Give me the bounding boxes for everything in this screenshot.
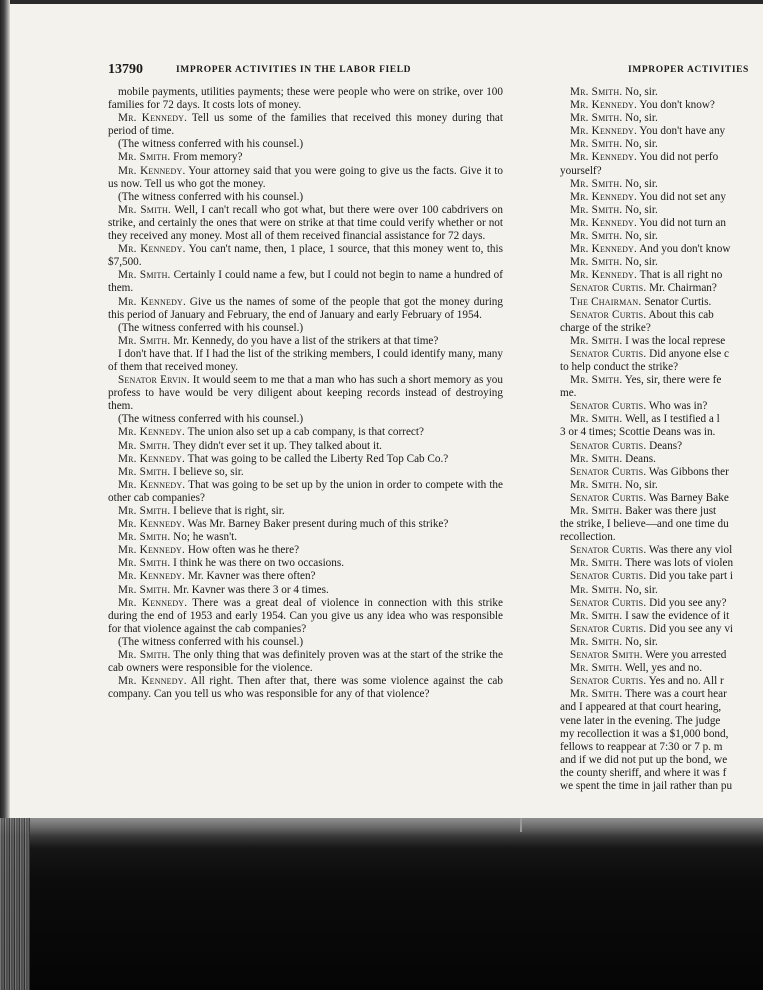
speaker-name: Senator Curtis. <box>570 282 647 295</box>
paragraph-text: me. <box>560 387 577 400</box>
paragraph-text: You don't have any <box>637 125 726 138</box>
speaker-name: Senator Curtis. <box>570 675 647 688</box>
speaker-name: Mr. Smith. <box>570 609 623 622</box>
speaker-name: Mr. Smith. <box>118 531 171 544</box>
speaker-name: The Chairman. <box>570 295 642 308</box>
speaker-name: Mr. Smith. <box>570 203 623 216</box>
paragraph-text: the county sheriff, and where it was f <box>560 766 727 779</box>
running-head-left: IMPROPER ACTIVITIES IN THE LABOR FIELD <box>176 65 412 75</box>
paragraph-text: Were you arrested <box>642 649 727 662</box>
paragraph <box>560 256 763 269</box>
paragraph-text: Well, I can't recall who got what, but there were over 100 cabdrivers on strike, and certainly the ones that were on strike at that time could verify whether or not they received any money. Most all of them received financial assistance for 72 days. <box>108 203 503 243</box>
paragraph-text: Yes and no. All r <box>646 675 724 688</box>
paragraph-text: charge of the strike? <box>560 321 651 334</box>
paragraph-text: About this cab <box>646 308 714 321</box>
paragraph <box>560 453 763 466</box>
speaker-name: Mr. Kennedy. <box>118 675 187 688</box>
paragraph-text: No, sir. <box>622 177 658 190</box>
paragraph <box>108 348 503 374</box>
paragraph-text: Who was in? <box>646 400 708 413</box>
paragraph-text: No, sir. <box>622 230 658 243</box>
paragraph-text: (The witness conferred with his counsel.) <box>118 413 304 426</box>
paragraph <box>560 440 763 453</box>
paragraph-text: It would seem to me that a man who has such a short memory as you profess to have would be very diligent about keeping records instead of destroying them. <box>108 374 503 413</box>
paragraph <box>560 112 763 125</box>
speaker-name: Mr. Smith. <box>118 203 171 216</box>
paragraph <box>560 230 763 243</box>
paragraph-text: And you don't know <box>637 243 731 256</box>
paragraph-text: No, sir. <box>622 112 658 125</box>
paragraph <box>560 426 763 439</box>
scan-shadow <box>30 818 763 848</box>
speaker-name: Mr. Smith. <box>570 230 623 243</box>
paragraph-text: No, sir. <box>622 203 658 216</box>
paragraph <box>560 191 763 204</box>
paragraph-text: and if we did not put up the bond, we <box>560 753 728 766</box>
paragraph <box>560 623 763 636</box>
paragraph <box>560 505 763 518</box>
paragraph-text: Well, yes and no. <box>622 662 703 675</box>
speaker-name: Mr. Smith. <box>118 505 171 517</box>
paragraph <box>560 217 763 230</box>
scan-mark <box>520 818 522 832</box>
paragraph-text: the strike, I believe—and one time du <box>560 518 729 531</box>
paragraph-text: No, sir. <box>622 478 658 491</box>
paragraph-text: vene later in the evening. The judge <box>560 714 721 727</box>
paragraph <box>560 151 763 164</box>
paragraph-text: Was there any viol <box>646 544 733 557</box>
paragraph <box>560 715 763 728</box>
paragraph-text: (The witness conferred with his counsel.) <box>118 138 304 151</box>
paragraph <box>560 649 763 662</box>
speaker-name: Mr. Smith. <box>118 465 171 478</box>
speaker-name: Mr. Smith. <box>570 635 623 648</box>
paragraph-text: Mr. Kavner was there 3 or 4 times. <box>170 583 329 596</box>
paragraph-text: That is all right no <box>637 269 723 282</box>
speaker-name: Mr. Smith. <box>570 413 623 426</box>
speaker-name: Mr. Kennedy. <box>118 112 188 125</box>
speaker-name: Mr. Kennedy. <box>118 596 188 609</box>
paragraph-text: Deans? <box>646 439 683 452</box>
speaker-name: Mr. Smith. <box>570 452 623 465</box>
speaker-name: Mr. Smith. <box>570 478 623 491</box>
speaker-name: Senator Smith. <box>570 649 643 662</box>
paragraph <box>560 204 763 217</box>
paragraph <box>560 282 763 295</box>
speaker-name: Mr. Kennedy. <box>570 243 638 256</box>
paragraph-text: They didn't ever set it up. They talked about it. <box>170 439 382 452</box>
paragraph <box>560 309 763 322</box>
paragraph <box>560 780 763 793</box>
paragraph <box>108 584 503 597</box>
paragraph <box>108 86 503 112</box>
paragraph-text: Did anyone else c <box>646 347 729 360</box>
paragraph-text: All right. Then after that, there was some violence against the cab company. Can you tell us who was responsible for any of that violence? <box>108 675 503 701</box>
paragraph-text: Was Mr. Barney Baker present during much of this strike? <box>185 518 449 531</box>
paragraph <box>108 204 503 243</box>
paragraph-text: You can't name, then, 1 place, 1 source, that this money went to, this $7,500. <box>108 243 503 269</box>
paragraph-text: You did not turn an <box>637 216 726 229</box>
paragraph <box>108 413 503 426</box>
paragraph-text: fellows to reappear at 7:30 or 7 p. m <box>560 740 723 753</box>
speaker-name: Mr. Smith. <box>118 269 171 282</box>
speaker-name: Mr. Kennedy. <box>118 518 186 531</box>
speaker-name: Mr. Kennedy. <box>570 99 638 112</box>
paragraph <box>560 125 763 138</box>
paragraph <box>560 86 763 99</box>
paragraph <box>560 610 763 623</box>
paragraph <box>560 243 763 256</box>
speaker-name: Senator Curtis. <box>570 465 647 478</box>
paragraph <box>108 322 503 335</box>
speaker-name: Senator Curtis. <box>570 308 647 321</box>
speaker-name: Mr. Smith. <box>118 583 171 596</box>
paragraph-text: I don't have that. If I had the list of the striking members, I could identify many, many of them that received money. <box>108 347 503 373</box>
speaker-name: Mr. Kennedy. <box>118 164 186 177</box>
page-number: 13790 <box>108 62 143 77</box>
paragraph-text: Well, as I testified a l <box>622 413 720 426</box>
paragraph <box>108 557 503 570</box>
paragraph <box>560 597 763 610</box>
paragraph <box>108 636 503 649</box>
paragraph <box>560 479 763 492</box>
speaker-name: Senator Curtis. <box>570 439 647 452</box>
paragraph-text: No, sir. <box>622 583 658 596</box>
paragraph <box>108 191 503 204</box>
paragraph-text: I was the local represe <box>622 334 726 347</box>
paragraph <box>560 767 763 780</box>
paragraph-text: my recollection it was a $1,000 bond, <box>560 727 729 740</box>
speaker-name: Mr. Smith. <box>118 557 171 570</box>
paragraph <box>108 440 503 453</box>
paragraph-text: I saw the evidence of it <box>622 609 730 622</box>
paragraph <box>108 138 503 151</box>
page-header <box>108 62 503 78</box>
paragraph-text: Your attorney said that you were going to give us the facts. Give it to us now. Tell us who got the money. <box>108 164 503 190</box>
paragraph-text: The only thing that was definitely proven was at the start of the strike the cab owners were responsible for the violence. <box>108 649 503 675</box>
paragraph <box>108 243 503 269</box>
speaker-name: Mr. Smith. <box>118 649 171 662</box>
paragraph-text: and I appeared at that court hearing, <box>560 701 722 714</box>
paragraph <box>560 570 763 583</box>
speaker-name: Mr. Smith. <box>118 151 171 164</box>
paragraph-text: You did not set any <box>637 190 726 203</box>
speaker-name: Mr. Kennedy. <box>118 295 187 308</box>
paragraph-text: Mr. Chairman? <box>646 282 717 295</box>
paragraph <box>560 688 763 701</box>
paragraph <box>560 138 763 151</box>
paragraph-text: I believe so, sir. <box>170 465 244 478</box>
paragraph <box>560 165 763 178</box>
paragraph <box>560 348 763 361</box>
speaker-name: Mr. Smith. <box>570 557 623 570</box>
paragraph-text: yourself? <box>560 164 602 177</box>
paragraph <box>560 269 763 282</box>
paragraph-text: No, sir. <box>622 86 658 98</box>
speaker-name: Mr. Kennedy. <box>570 216 638 229</box>
paragraph <box>108 269 503 295</box>
paragraph <box>560 741 763 754</box>
paragraph <box>108 531 503 544</box>
paragraph <box>560 466 763 479</box>
paragraph <box>560 361 763 374</box>
speaker-name: Senator Curtis. <box>570 596 647 609</box>
paragraph <box>108 570 503 583</box>
paragraph-text: No, sir. <box>622 635 658 648</box>
paragraph <box>560 754 763 767</box>
speaker-name: Mr. Smith. <box>570 374 623 387</box>
speaker-name: Senator Curtis. <box>570 570 647 583</box>
paragraph-text: Did you see any vi <box>646 622 734 635</box>
speaker-name: Mr. Kennedy. <box>570 151 638 164</box>
paragraph-text: 3 or 4 times; Scottie Deans was in. <box>560 426 716 439</box>
paragraph <box>108 649 503 675</box>
paragraph <box>560 492 763 505</box>
paragraph-text: There was a court hear <box>622 688 727 701</box>
paragraph <box>108 165 503 191</box>
paragraph <box>560 296 763 309</box>
paragraph-text: I believe that is right, sir. <box>170 505 285 517</box>
paragraph-text: Tell us some of the families that received this money during that period of time. <box>108 112 503 138</box>
paragraph-text: Give us the names of some of the people that got the money during this period of January and February, the end of January and early February of 1954. <box>108 295 503 321</box>
speaker-name: Mr. Smith. <box>570 112 623 125</box>
paragraph-text: we spent the time in jail rather than pu <box>560 779 733 792</box>
paragraph-text: There was a great deal of violence in connection with this strike during the end of 1953 and early 1954. Can you give us any idea who was responsible for that violence against the cab companies? <box>108 596 503 635</box>
paragraph-text: Did you see any? <box>646 596 727 609</box>
paragraph <box>108 426 503 439</box>
paragraph-text: The union also set up a cab company, is that correct? <box>185 426 424 439</box>
paragraph <box>108 453 503 466</box>
speaker-name: Mr. Kennedy. <box>118 426 186 439</box>
paragraph <box>108 518 503 531</box>
paragraph <box>560 636 763 649</box>
paragraph <box>108 151 503 164</box>
paragraph <box>108 466 503 479</box>
paragraph-text: No, sir. <box>622 138 658 151</box>
paragraph <box>108 479 503 505</box>
running-head-right: IMPROPER ACTIVITIES <box>628 65 749 75</box>
paragraph-text: That was going to be set up by the union in order to compete with the other cab companies? <box>108 478 503 504</box>
paragraph <box>108 505 503 518</box>
speaker-name: Mr. Kennedy. <box>118 478 186 491</box>
paragraph <box>108 597 503 636</box>
speaker-name: Mr. Smith. <box>570 583 623 596</box>
paragraph-text: (The witness conferred with his counsel.) <box>118 635 304 648</box>
paragraph-text: Deans. <box>622 452 656 465</box>
paragraph-text: Yes, sir, there were fe <box>622 374 722 387</box>
scan-binding-strip <box>0 818 30 990</box>
speaker-name: Mr. Smith. <box>118 334 171 347</box>
paragraph <box>560 584 763 597</box>
paragraph <box>560 335 763 348</box>
speaker-name: Mr. Smith. <box>570 256 623 269</box>
paragraph <box>560 557 763 570</box>
speaker-name: Mr. Kennedy. <box>570 269 638 282</box>
paragraph-text: I think he was there on two occasions. <box>170 557 345 570</box>
paragraph-text: Did you take part i <box>646 570 734 583</box>
paragraph <box>560 413 763 426</box>
paragraph <box>560 675 763 688</box>
paragraph-text: You don't know? <box>637 99 715 112</box>
speaker-name: Mr. Kennedy. <box>118 570 186 583</box>
paragraph <box>560 728 763 741</box>
speaker-name: Mr. Kennedy. <box>570 125 638 138</box>
paragraph-text: Senator Curtis. <box>641 295 712 308</box>
paragraph <box>108 374 503 413</box>
paragraph-text: You did not perfo <box>637 151 719 164</box>
paragraph <box>560 400 763 413</box>
paragraph-text: There was lots of violen <box>622 557 734 570</box>
speaker-name: Mr. Smith. <box>570 138 623 151</box>
paragraph <box>108 675 503 701</box>
paragraph <box>560 518 763 531</box>
paragraph-text: (The witness conferred with his counsel.) <box>118 321 304 334</box>
paragraph-text: recollection. <box>560 531 616 544</box>
speaker-name: Mr. Kennedy. <box>118 544 186 557</box>
paragraph-text: Mr. Kennedy, do you have a list of the strikers at that time? <box>170 334 439 347</box>
speaker-name: Mr. Smith. <box>570 177 623 190</box>
paragraph <box>560 374 763 387</box>
paragraph <box>560 178 763 191</box>
paragraph <box>560 322 763 335</box>
paragraph-text: Baker was there just <box>622 505 717 517</box>
speaker-name: Senator Ervin. <box>118 374 190 387</box>
paragraph-text: From memory? <box>170 151 243 164</box>
speaker-name: Senator Curtis. <box>570 347 647 360</box>
right-text-column <box>560 86 763 821</box>
paragraph-text: That was going to be called the Liberty Red Top Cab Co.? <box>185 452 449 465</box>
speaker-name: Senator Curtis. <box>570 622 647 635</box>
paragraph-text: Certainly I could name a few, but I could not begin to name a hundred of them. <box>108 269 503 295</box>
paragraph <box>108 112 503 138</box>
speaker-name: Mr. Smith. <box>570 662 623 675</box>
paragraph <box>108 544 503 557</box>
speaker-name: Senator Curtis. <box>570 400 647 413</box>
paragraph-text: Mr. Kavner was there often? <box>185 570 316 583</box>
speaker-name: Mr. Kennedy. <box>118 452 186 465</box>
paragraph-text: mobile payments, utilities payments; these were people who were on strike, over 100 families for 72 days. It costs lots of money. <box>108 86 503 112</box>
paragraph-text: Was Gibbons ther <box>646 465 729 478</box>
paragraph-text: No, sir. <box>622 256 658 269</box>
paragraph <box>108 296 503 322</box>
speaker-name: Mr. Smith. <box>570 688 623 701</box>
speaker-name: Mr. Smith. <box>570 505 623 517</box>
speaker-name: Senator Curtis. <box>570 544 647 557</box>
paragraph <box>560 99 763 112</box>
left-text-column <box>108 86 503 814</box>
paragraph <box>560 701 763 714</box>
speaker-name: Mr. Smith. <box>570 86 623 98</box>
paragraph <box>108 335 503 348</box>
scan-edge-top <box>0 0 763 4</box>
paragraph-text: (The witness conferred with his counsel.) <box>118 190 304 203</box>
speaker-name: Mr. Kennedy. <box>118 243 186 256</box>
paragraph <box>560 662 763 675</box>
paragraph <box>560 387 763 400</box>
speaker-name: Mr. Kennedy. <box>570 190 638 203</box>
speaker-name: Mr. Smith. <box>570 334 623 347</box>
paragraph-text: to help conduct the strike? <box>560 360 679 373</box>
speaker-name: Senator Curtis. <box>570 491 647 504</box>
paragraph <box>560 531 763 544</box>
paragraph-text: Was Barney Bake <box>646 491 729 504</box>
paragraph-text: No; he wasn't. <box>170 531 237 544</box>
speaker-name: Mr. Smith. <box>118 439 171 452</box>
paragraph-text: How often was he there? <box>185 544 300 557</box>
paragraph <box>560 544 763 557</box>
